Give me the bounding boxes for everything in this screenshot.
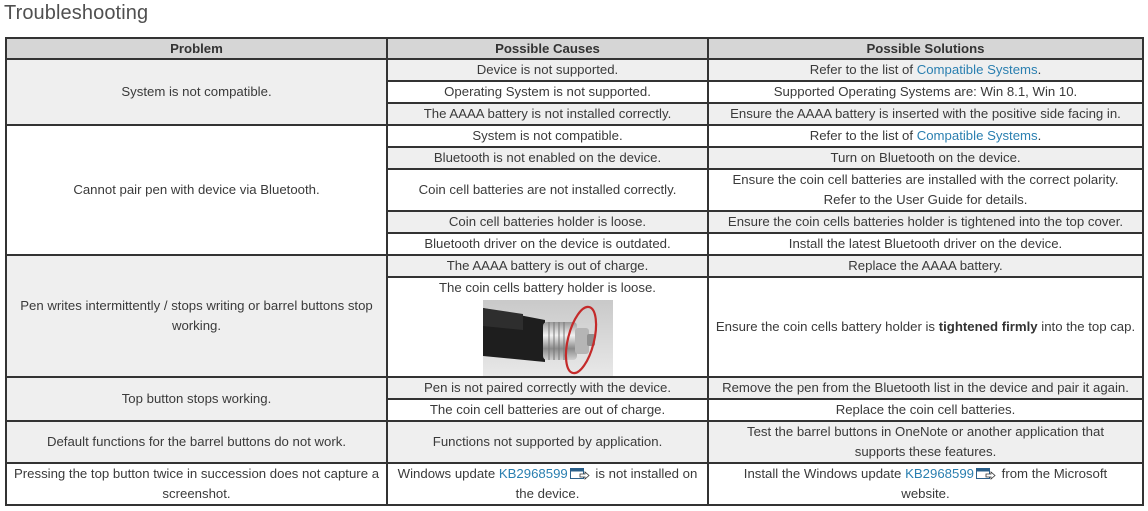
cause-cell: The AAAA battery is out of charge. — [387, 255, 708, 277]
problem-cell: System is not compatible. — [6, 59, 387, 125]
table-row — [6, 59, 1143, 81]
cause-cell: Pen is not paired correctly with the device. — [387, 377, 708, 399]
solution-text: . — [1037, 128, 1042, 143]
cause-text: is not installed on the device. — [515, 466, 698, 501]
external-link-icon[interactable] — [976, 468, 996, 480]
cause-cell: Bluetooth is not enabled on the device. — [387, 147, 708, 169]
solution-text: Refer to the list of — [809, 62, 917, 77]
solution-text: Ensure the coin cell batteries are installed with the correct polarity. — [732, 172, 1119, 187]
solution-text: Ensure the coin cells battery holder is — [715, 319, 939, 334]
table-header-row — [6, 38, 1143, 59]
solution-text: into the top cap. — [1037, 319, 1136, 334]
cause-cell — [387, 277, 708, 377]
solution-cell: Supported Operating Systems are: Win 8.1, Win 10. — [708, 81, 1143, 103]
cause-text: The coin cells battery holder is loose. — [439, 280, 656, 295]
cause-text: Windows update — [397, 466, 499, 481]
pen-battery-holder-photo — [483, 300, 613, 376]
cause-cell — [387, 463, 708, 505]
troubleshooting-table — [5, 37, 1144, 506]
solution-cell: Ensure the coin cells batteries holder is tightened into the top cover. — [708, 211, 1143, 233]
cause-cell: Functions not supported by application. — [387, 421, 708, 463]
table-row — [6, 463, 1143, 505]
cause-cell: Bluetooth driver on the device is outdated. — [387, 233, 708, 255]
compatible-systems-link[interactable]: Compatible Systems — [916, 62, 1038, 77]
solution-text: . — [1037, 62, 1042, 77]
solution-text: Refer to the User Guide for details. — [823, 192, 1028, 207]
cause-cell: Device is not supported. — [387, 59, 708, 81]
problem-cell: Top button stops working. — [6, 377, 387, 421]
solution-cell — [708, 277, 1143, 377]
solution-cell — [708, 125, 1143, 147]
cause-cell: Coin cell batteries holder is loose. — [387, 211, 708, 233]
header-problem: Problem — [6, 38, 387, 59]
solution-cell: Replace the AAAA battery. — [708, 255, 1143, 277]
solution-text: from the Microsoft website. — [901, 466, 1108, 501]
solution-cell: Test the barrel buttons in OneNote or another application that supports these features. — [708, 421, 1143, 463]
page-title: Troubleshooting — [4, 2, 149, 24]
solution-cell — [708, 59, 1143, 81]
cause-cell: The coin cell batteries are out of charge. — [387, 399, 708, 421]
kb2968599-link[interactable]: KB2968599 — [905, 466, 974, 481]
solution-text: Install the Windows update — [743, 466, 906, 481]
cause-cell: Operating System is not supported. — [387, 81, 708, 103]
cause-cell: The AAAA battery is not installed correctly. — [387, 103, 708, 125]
solution-cell: Replace the coin cell batteries. — [708, 399, 1143, 421]
kb2968599-link[interactable]: KB2968599 — [498, 466, 568, 481]
problem-cell: Pressing the top button twice in succession does not capture a screenshot. — [6, 463, 387, 505]
header-possible-causes: Possible Causes — [387, 38, 708, 59]
problem-cell: Pen writes intermittently / stops writing or barrel buttons stop working. — [6, 255, 387, 377]
cause-cell: Coin cell batteries are not installed correctly. — [387, 169, 708, 211]
solution-cell: Remove the pen from the Bluetooth list in the device and pair it again. — [708, 377, 1143, 399]
solution-cell — [708, 463, 1143, 505]
solution-cell: Ensure the AAAA battery is inserted with the positive side facing in. — [708, 103, 1143, 125]
problem-cell: Default functions for the barrel buttons do not work. — [6, 421, 387, 463]
solution-text: Refer to the list of — [809, 128, 917, 143]
table-row — [6, 421, 1143, 463]
external-link-icon[interactable] — [570, 468, 590, 480]
cause-cell: System is not compatible. — [387, 125, 708, 147]
table-row — [6, 255, 1143, 277]
header-possible-solutions: Possible Solutions — [708, 38, 1143, 59]
solution-cell — [708, 169, 1143, 211]
compatible-systems-link[interactable]: Compatible Systems — [916, 128, 1038, 143]
table-row — [6, 125, 1143, 147]
problem-cell: Cannot pair pen with device via Bluetooth. — [6, 125, 387, 255]
solution-emphasis: tightened firmly — [938, 319, 1038, 334]
solution-cell: Install the latest Bluetooth driver on the device. — [708, 233, 1143, 255]
table-row — [6, 377, 1143, 399]
solution-cell: Turn on Bluetooth on the device. — [708, 147, 1143, 169]
